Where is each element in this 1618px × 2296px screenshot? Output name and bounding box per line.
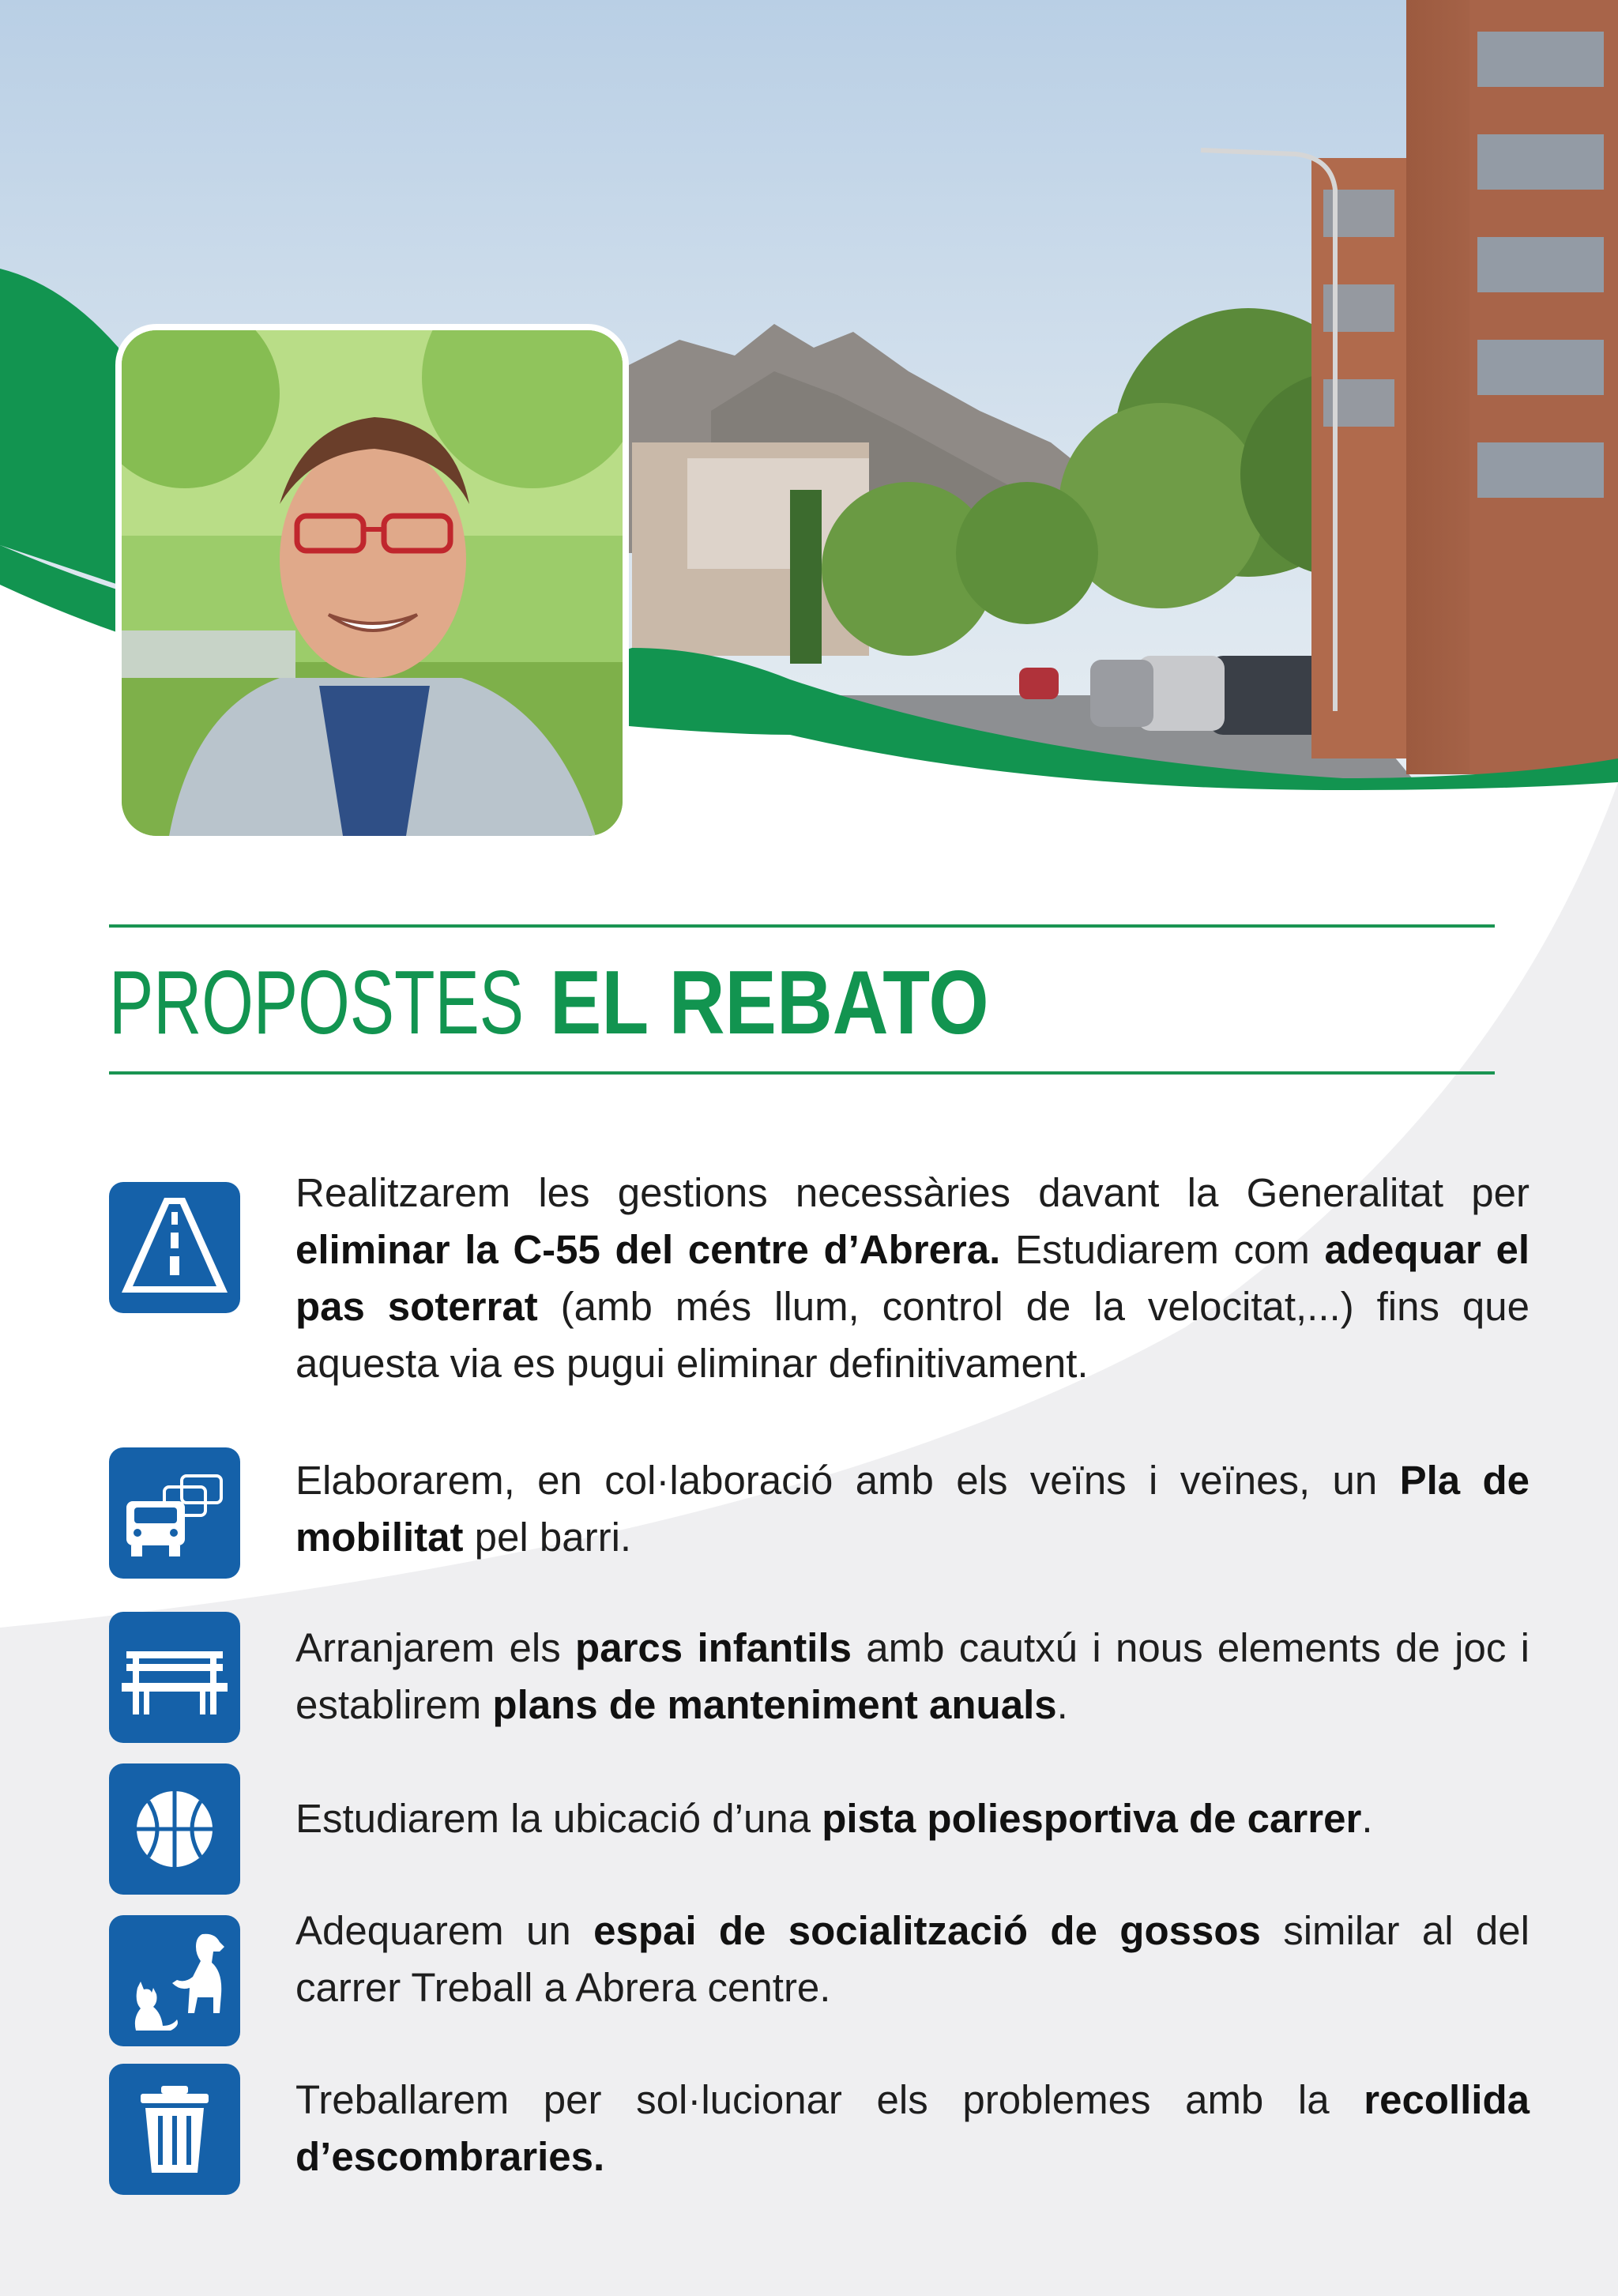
title-rule-top xyxy=(109,924,1495,928)
park-bench-icon xyxy=(109,1612,240,1743)
title-rule-bottom xyxy=(109,1071,1495,1075)
proposal-5: Adequarem un espai de socialització de gossos similar al del carrer Treball a Abrera centre. xyxy=(295,1908,1530,2010)
trash-bin-icon xyxy=(109,2064,240,2195)
title-bold: EL REBATO xyxy=(549,953,989,1053)
proposal-6: Treballarem per sol·lucionar els problemes amb la recollida d’escombraries. xyxy=(295,2077,1530,2179)
basketball-icon xyxy=(109,1763,240,1895)
candidate-portrait xyxy=(115,324,629,842)
traffic-cars-icon xyxy=(109,1447,240,1579)
title-light: PROPOSTES xyxy=(109,953,525,1053)
proposal-3: Arranjarem els parcs infantils amb cautxú i nous elements de joc i establirem plans de manteniment anuals. xyxy=(295,1625,1530,1727)
proposal-1: Realitzarem les gestions necessàries davant la Generalitat per eliminar la C-55 del centre d’Abrera. Estudiarem com adequar el pas soterrat (amb més llum, control de la velocitat,...) fins que aquesta via es pugui eliminar definitivament. xyxy=(295,1170,1530,1386)
dog-and-cat-icon xyxy=(109,1915,240,2046)
proposal-2: Elaborarem, en col·laboració amb els veïns i veïnes, un Pla de mobilitat pel barri. xyxy=(295,1458,1530,1560)
proposal-4: Estudiarem la ubicació d’una pista poliesportiva de carrer. xyxy=(295,1796,1373,1841)
page-title xyxy=(109,948,1060,1059)
road-icon xyxy=(109,1182,240,1313)
